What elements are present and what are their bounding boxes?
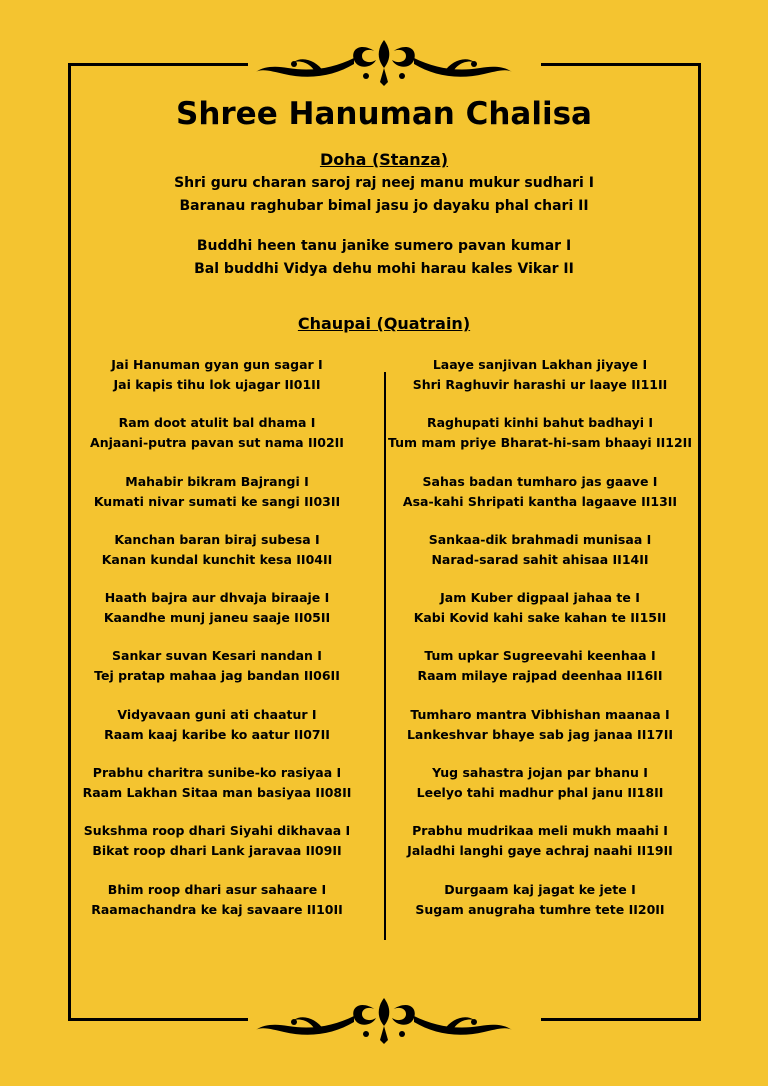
doha-stanza-1 <box>0 172 768 218</box>
verse-line: Tum mam priye Bharat-hi-sam bhaayi II12II <box>387 435 692 451</box>
verse-line: Sankar suvan Kesari nandan I <box>112 648 322 664</box>
verse-line: Mahabir bikram Bajrangi I <box>125 473 309 489</box>
verse-line: Haath bajra aur dhvaja biraaje I <box>104 590 330 606</box>
doha-stanza-2 <box>0 235 768 281</box>
verse-line: Raam milaye rajpad deenhaa II16II <box>417 668 663 684</box>
verse-line: Sankaa-dik brahmadi munisaa I <box>428 531 652 547</box>
verse <box>375 705 705 763</box>
verse-line: Kanchan baran biraj subesa I <box>114 531 320 547</box>
verse-line: Sugam anugraha tumhre tete II20II <box>415 901 665 917</box>
verse-line: Leelyo tahi madhur phal janu II18II <box>416 785 664 801</box>
verse-line: Raamachandra ke kaj savaare II10II <box>91 901 343 917</box>
chaupai-left-column <box>52 355 382 938</box>
verse-line: Asa-kahi Shripati kantha lagaave II13II <box>402 493 678 509</box>
verse <box>375 588 705 646</box>
verse <box>52 880 382 938</box>
verse <box>52 355 382 413</box>
page-title: Shree Hanuman Chalisa <box>176 96 592 132</box>
verse <box>52 530 382 588</box>
verse-line: Sukshma roop dhari Siyahi dikhavaa I <box>83 823 351 839</box>
frame-top-right-line <box>541 63 701 66</box>
verse-line: Jaladhi langhi gaye achraj naahi II19II <box>407 843 673 859</box>
verse <box>52 763 382 821</box>
verse-line: Tej pratap mahaa jag bandan II06II <box>94 668 340 684</box>
doha-heading: Doha (Stanza) <box>319 150 449 169</box>
verse-line: Durgaam kaj jagat ke jete I <box>444 881 636 897</box>
verse <box>375 355 705 413</box>
verse-line: Prabhu charitra sunibe-ko rasiyaa I <box>92 765 342 781</box>
verse <box>52 646 382 704</box>
verse <box>375 530 705 588</box>
doha-line: Bal buddhi Vidya dehu mohi harau kales Vikar II <box>194 261 574 277</box>
verse-line: Laaye sanjivan Lakhan jiyaye I <box>432 357 648 372</box>
verse <box>52 821 382 879</box>
doha-line: Shri guru charan saroj raj neej manu mukur sudhari I <box>174 175 594 191</box>
verse <box>375 763 705 821</box>
verse-line: Kanan kundal kunchit kesa II04II <box>101 551 333 567</box>
verse-line: Tum upkar Sugreevahi keenhaa I <box>424 648 656 664</box>
verse-line: Jai Hanuman gyan gun sagar I <box>111 357 323 372</box>
frame-bottom-right-line <box>541 1018 701 1021</box>
verse-line: Kabi Kovid kahi sake kahan te II15II <box>413 610 667 626</box>
verse-line: Ram doot atulit bal dhama I <box>118 415 316 431</box>
verse-line: Raam kaaj karibe ko aatur II07II <box>104 726 330 742</box>
verse-line: Shri Raghuvir harashi ur laaye II11II <box>412 377 668 392</box>
verse <box>375 472 705 530</box>
verse-line: Kaandhe munj janeu saaje II05II <box>103 610 331 626</box>
verse-line: Tumharo mantra Vibhishan maanaa I <box>410 706 670 722</box>
verse-line: Jai kapis tihu lok ujagar II01II <box>113 377 321 392</box>
verse-line: Prabhu mudrikaa meli mukh maahi I <box>412 823 668 839</box>
verse-line: Raam Lakhan Sitaa man basiyaa II08II <box>82 785 352 801</box>
frame-top-left-line <box>68 63 248 66</box>
verse <box>375 646 705 704</box>
bottom-ornament-icon <box>254 996 514 1046</box>
verse-line: Jam Kuber digpaal jahaa te I <box>440 590 640 606</box>
frame-bottom-left-line <box>68 1018 248 1021</box>
verse-line: Anjaani-putra pavan sut nama II02II <box>90 435 344 451</box>
verse <box>52 705 382 763</box>
top-ornament-icon <box>254 38 514 88</box>
doha-line: Baranau raghubar bimal jasu jo dayaku phal chari II <box>179 198 589 214</box>
verse-line: Bhim roop dhari asur sahaare I <box>107 881 327 897</box>
doha-line: Buddhi heen tanu janike sumero pavan kumar I <box>196 238 572 254</box>
chaupai-heading: Chaupai (Quatrain) <box>297 314 471 333</box>
verse-line: Raghupati kinhi bahut badhayi I <box>426 415 654 431</box>
verse-line: Kumati nivar sumati ke sangi II03II <box>93 493 341 509</box>
verse-line: Bikat roop dhari Lank jaravaa II09II <box>92 843 342 859</box>
chaupai-right-column <box>375 355 705 938</box>
verse-line: Narad-sarad sahit ahisaa II14II <box>431 551 649 567</box>
verse <box>52 588 382 646</box>
verse-line: Vidyavaan guni ati chaatur I <box>117 706 317 722</box>
verse <box>52 472 382 530</box>
verse <box>375 880 705 938</box>
verse-line: Yug sahastra jojan par bhanu I <box>432 765 648 781</box>
verse <box>375 821 705 879</box>
verse-line: Lankeshvar bhaye sab jag janaa II17II <box>406 726 674 742</box>
verse <box>375 413 705 471</box>
verse <box>52 413 382 471</box>
verse-line: Sahas badan tumharo jas gaave I <box>422 473 658 489</box>
